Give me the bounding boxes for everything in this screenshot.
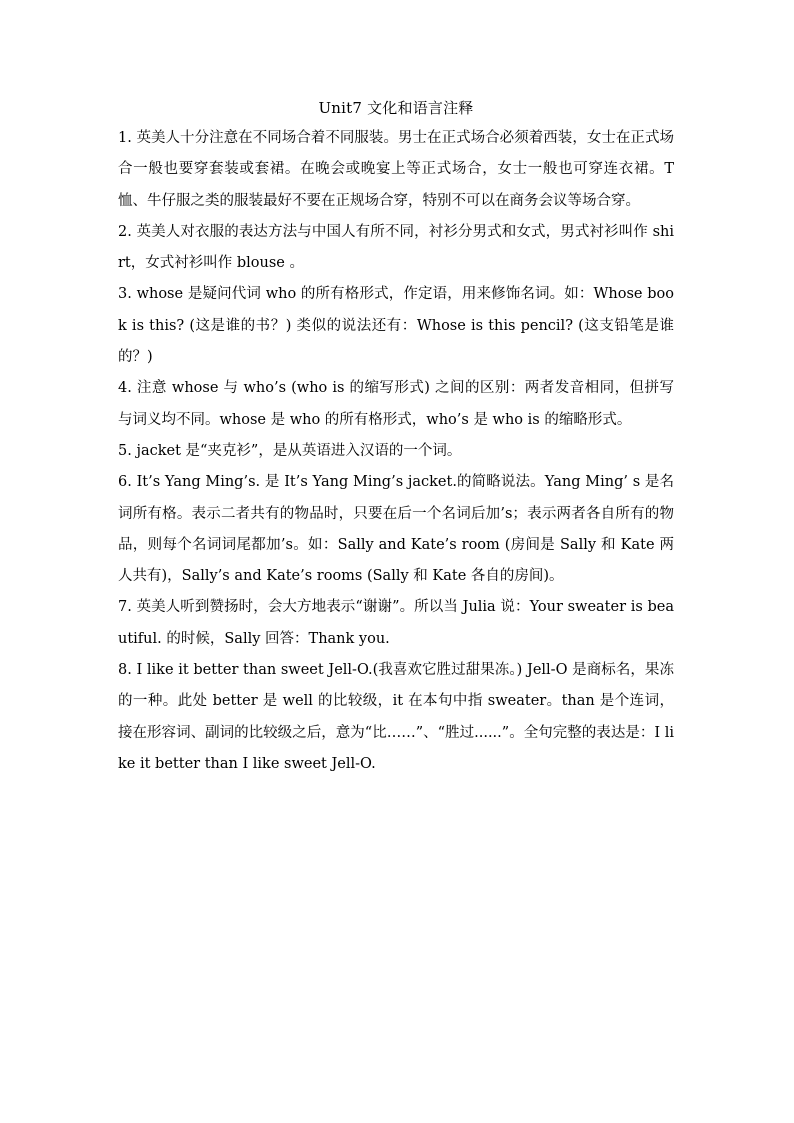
page-title: Unit7 文化和语言注释: [318, 99, 474, 117]
paragraph-2: 2. 英美人对衣服的表达方法与中国人有所不同，衬衫分男式和女式，男式衬衫叫作 shirt，女式衬衫叫作 blouse 。: [118, 223, 674, 272]
paragraph-1: 1. 英美人十分注意在不同场合着不同服装。男士在正式场合必须着西装，女士在正式场合一般也要穿套装或套裙。在晚会或晚宴上等正式场合，女士一般也可穿连衣裙。T恤、牛仔服之类的服装最好不要在正规场合穿，特别不可以在商务会议等场合穿。: [118, 130, 674, 209]
paragraph-5: 5. jacket 是“夹克衫”，是从英语进入汉语的一个词。: [118, 442, 462, 459]
paragraph-7: 7. 英美人听到赞扬时，会大方地表示“谢谢”。所以当 Julia 说：Your sweater is beautiful. 的时候，Sally 回答：Thank you.: [118, 599, 674, 647]
document-page: [118, 96, 674, 780]
paragraph-3: 3. whose 是疑问代词 who 的所有格形式，作定语，用来修饰名词。如：Whose book is this? (这是谁的书？) 类似的说法还有：Whose is this pencil? (这支铅笔是谁的？): [118, 286, 674, 366]
paragraph-8: 8. I like it better than sweet Jell-O.(我喜欢它胜过甜果冻。) Jell-O 是商标名，果冻的一种。此处 better 是 well 的比较级，it 在本句中指 sweater。than 是个连词，接在形容词、副词的比较级之后，意为“比……”、“胜过......”。全句完整的表达是：I like it better than I like sweet Jell-O.: [118, 662, 674, 772]
paragraph-6: 6. It’s Yang Ming’s. 是 It’s Yang Ming’s jacket.的简略说法。Yang Ming’ s 是名词所有格。表示二者共有的物品时，只要在后一个名词后加’s；表示两者各自所有的物品，则每个名词词尾都加’s。如：Sally and Kate’s room (房间是 Sally 和 Kate 两人共有)，Sally’s and Kate’s rooms (Sally 和 Kate 各自的房间)。: [118, 474, 674, 585]
paragraph-4: 4. 注意 whose 与 who’s (who is 的缩写形式) 之间的区别：两者发音相同，但拼写与词义均不同。whose 是 who 的所有格形式，who’s 是 who is 的缩略形式。: [118, 380, 674, 428]
